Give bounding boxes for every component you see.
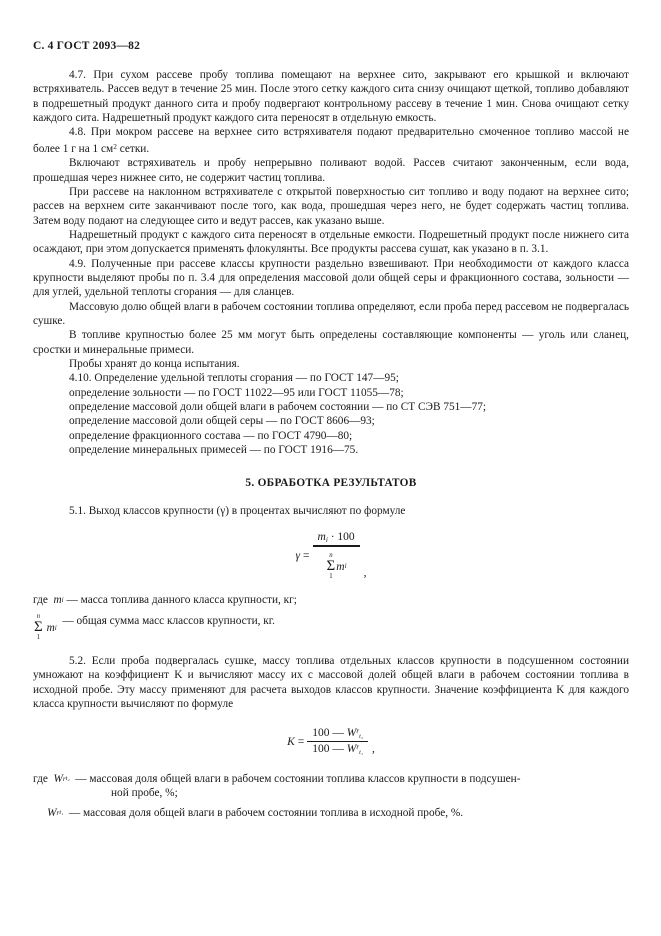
formula-gamma-num-sub: i (325, 535, 328, 544)
section-5-title: 5. ОБРАБОТКА РЕЗУЛЬТАТОВ (245, 477, 417, 490)
standards-list-item-1: определение массовой доли общей влаги в рабочем состоянии — по СТ СЭВ 751—77; (69, 401, 487, 413)
legend-k-var-1-description: — массовая доля общей влаги в рабочем состоянии топлива классов крупности в подсушен- (75, 772, 521, 785)
formula-gamma-sigma-operator (327, 553, 336, 582)
legend-k-var-2-symbol: W (47, 807, 57, 820)
paragraph-4-8-b: Включают встряхиватель и пробу непрерывно поливают водой. Рассев считают законченным, если вода, прошедшая через нижнее сито, не содержит частиц топлива. (33, 157, 629, 184)
legend-sum-lower: 1 (36, 634, 41, 642)
paragraph-4-7: 4.7. При сухом рассеве пробу топлива помещают на верхнее сито, закрывают его крышкой и включают встряхиватель. Рассев ведут в течение 25 мин. После этого сетку каждого сита снизу очищают щеткой, топливо добавляют в подрешетный продукт данного сита и пробу подвергают контрольному рассеву в течение 1 мин. Снова очищают сетку каждого сита. Надрешетный продукт каждого сита переносят в отдельную емкость. (33, 69, 629, 125)
legend-k-var-2-subscript: t₁ (59, 809, 64, 817)
legend-k-var-1-symbol: W (53, 772, 63, 785)
legend-k-var-1-subscript: t₂ (65, 774, 70, 782)
formula-gamma-equation (295, 531, 366, 581)
legend-k-var-2-superscript: r (56, 809, 60, 818)
formula-k-num-value: 100 (312, 726, 330, 739)
legend-sum-upper: n (36, 612, 41, 620)
legend-sigma-operator (34, 614, 43, 643)
formula-k-legend-row-1 (33, 772, 629, 786)
standards-list-item-3: определение фракционного состава — по ГОСТ 4790—80; (69, 429, 353, 442)
standards-list-item-2: определение массовой доли общей серы — по ГОСТ 8606—93; (69, 415, 375, 428)
formula-k-num-var: W (346, 726, 357, 739)
formula-k-equals: = (297, 735, 305, 748)
formula-gamma-num-dot: · (330, 530, 335, 543)
formula-gamma-lhs: γ (295, 549, 300, 562)
paragraph-4-9-a: 4.9. Полученные при рассеве классы крупности раздельно взвешивают. При необходимости от каждого класса крупности выделяют пробы по п. 3.4 для определения массовой доли общей серы и фракционного состава, зольности — для углей, удельной теплоты сгорания — для сланцев. (33, 257, 629, 299)
formula-k-den-minus: — (332, 743, 344, 756)
formula-k-legend-row-2 (33, 806, 629, 820)
paragraph-4-8-d: Надрешетный продукт с каждого сита переносят в отдельные емкости. Подрешетный продукт после нижнего сита осаждают, при этом допускается применять флокулянты. Все продукты рассева сушат, как указано в п. 3.1. (33, 228, 629, 256)
paragraph-4-8-intro (33, 125, 629, 156)
paragraph-4-8-intro-tail: сетки. (116, 142, 150, 155)
superscript-square: 2 (113, 141, 117, 151)
legend-var-1-subscript: i (61, 596, 64, 605)
formula-gamma-trailing-comma: , (363, 567, 367, 580)
legend-k-var-1-description-cont: ной пробе, %; (111, 786, 178, 799)
formula-k-trailing-comma: , (372, 742, 375, 755)
formula-k-legend-lead-2 (33, 806, 69, 820)
formula-k-den-subscript: t₁ (359, 749, 364, 757)
paragraph-4-9-d: Пробы хранят до конца испытания. (69, 357, 240, 370)
legend-var-1-symbol: m (53, 594, 62, 607)
formula-k-fraction (307, 727, 368, 757)
legend-var-2-symbol: m (46, 621, 55, 634)
formula-gamma-equals: = (303, 549, 310, 562)
paragraph-5-1: 5.1. Выход классов крупности (γ) в процентах вычисляют по формуле (69, 505, 406, 518)
legend-k-var-2-description: — массовая доля общей влаги в рабочем состоянии топлива в исходной пробе, %. (68, 807, 464, 820)
paragraph-4-9-c: В топливе крупностью более 25 мм могут быть определены составляющие компоненты — уголь или сланец, сростки и минеральные примеси. (33, 329, 629, 356)
formula-k-denominator (307, 742, 368, 756)
formula-k (33, 727, 629, 757)
formula-gamma-legend-lead-1 (33, 593, 67, 607)
formula-k-numerator (307, 727, 368, 741)
formula-gamma-den-sub: i (344, 562, 347, 571)
formula-gamma-numerator (313, 531, 360, 546)
legend-var-2-subscript: i (54, 623, 57, 632)
paragraph-4-8-c: При рассеве на наклонном встряхивателе с открытой поверхностью сит топливо и воду подают на верхнее сито; рассев на верхнем сите заканчивают после того, как вода, прошедшая через него, не будет содержать частиц топлива. Затем воду подают на следующее сито и ведут рассев, как указано выше. (33, 185, 629, 227)
legend-var-2-description: — общая сумма масс классов крупности, кг. (62, 614, 275, 627)
legend-k-var-1-superscript: r (62, 774, 66, 783)
standards-list-item-0: определение зольности — по ГОСТ 11022—95 или ГОСТ 11055—78; (69, 386, 404, 399)
formula-k-num-minus: — (332, 726, 344, 739)
formula-gamma-sum-lower: 1 (329, 573, 333, 581)
standards-list-item-4: определение минеральных примесей — по ГОСТ 1916—75. (69, 444, 359, 457)
formula-gamma-denominator (321, 547, 352, 582)
formula-gamma-sum-upper: n (329, 551, 333, 559)
formula-k-den-value: 100 (312, 743, 330, 756)
formula-gamma-legend-row-2 (33, 614, 629, 643)
formula-k-num-superscript: r (356, 726, 360, 735)
legend-sigma-glyph: Σ (34, 619, 43, 636)
legend-where-2: где (33, 772, 48, 785)
paragraph-4-10-intro: 4.10. Определение удельной теплоты сгорания — по ГОСТ 147—95; (69, 372, 399, 385)
formula-gamma (33, 531, 629, 581)
formula-gamma-fraction (313, 531, 360, 581)
paragraph-4-9-b: Массовую долю общей влаги в рабочем состоянии топлива определяют, если проба перед рассевом не подвергалась сушке. (33, 300, 629, 327)
formula-k-num-subscript: t₂ (359, 732, 364, 740)
legend-var-1-description: — масса топлива данного класса крупности, кг; (66, 594, 297, 607)
legend-where-1: где (33, 594, 48, 607)
formula-k-den-superscript: r (356, 742, 360, 751)
formula-k-lhs: K (287, 735, 295, 748)
page-header (0, 40, 661, 52)
formula-gamma-legend-lead-2 (33, 614, 62, 643)
formula-gamma-legend-row-1 (33, 593, 629, 607)
formula-k-equation (287, 727, 375, 757)
paragraph-4-8-intro-text: 4.8. При мокром рассеве на верхнее сито встряхивателя подают предварительно смоченное топливо массой не более 1 г на 1 см (33, 126, 629, 155)
formula-k-legend-lead-1 (33, 772, 75, 786)
formula-gamma-num-value: 100 (337, 530, 355, 543)
formula-gamma-sigma-glyph: Σ (326, 558, 336, 575)
formula-gamma-sum (326, 553, 347, 582)
formula-gamma-num-var: m (317, 530, 326, 543)
page-header-text: С. 4 ГОСТ 2093—82 (33, 40, 141, 52)
paragraph-5-2: 5.2. Если проба подвергалась сушке, массу топлива отдельных классов крупности в подсушенном состоянии умножают на коэффициент K и вычисляют массу их с массовой долей общей влаги в рабочем состоянии топлива в исходной пробе. Эту массу применяют для расчета выходов классов крупности. Значение коэффициента K для каждого класса крупности вычисляют по формуле (33, 655, 629, 711)
page-content (33, 68, 629, 821)
formula-gamma-den-var: m (336, 560, 345, 573)
formula-k-den-var: W (346, 743, 357, 756)
